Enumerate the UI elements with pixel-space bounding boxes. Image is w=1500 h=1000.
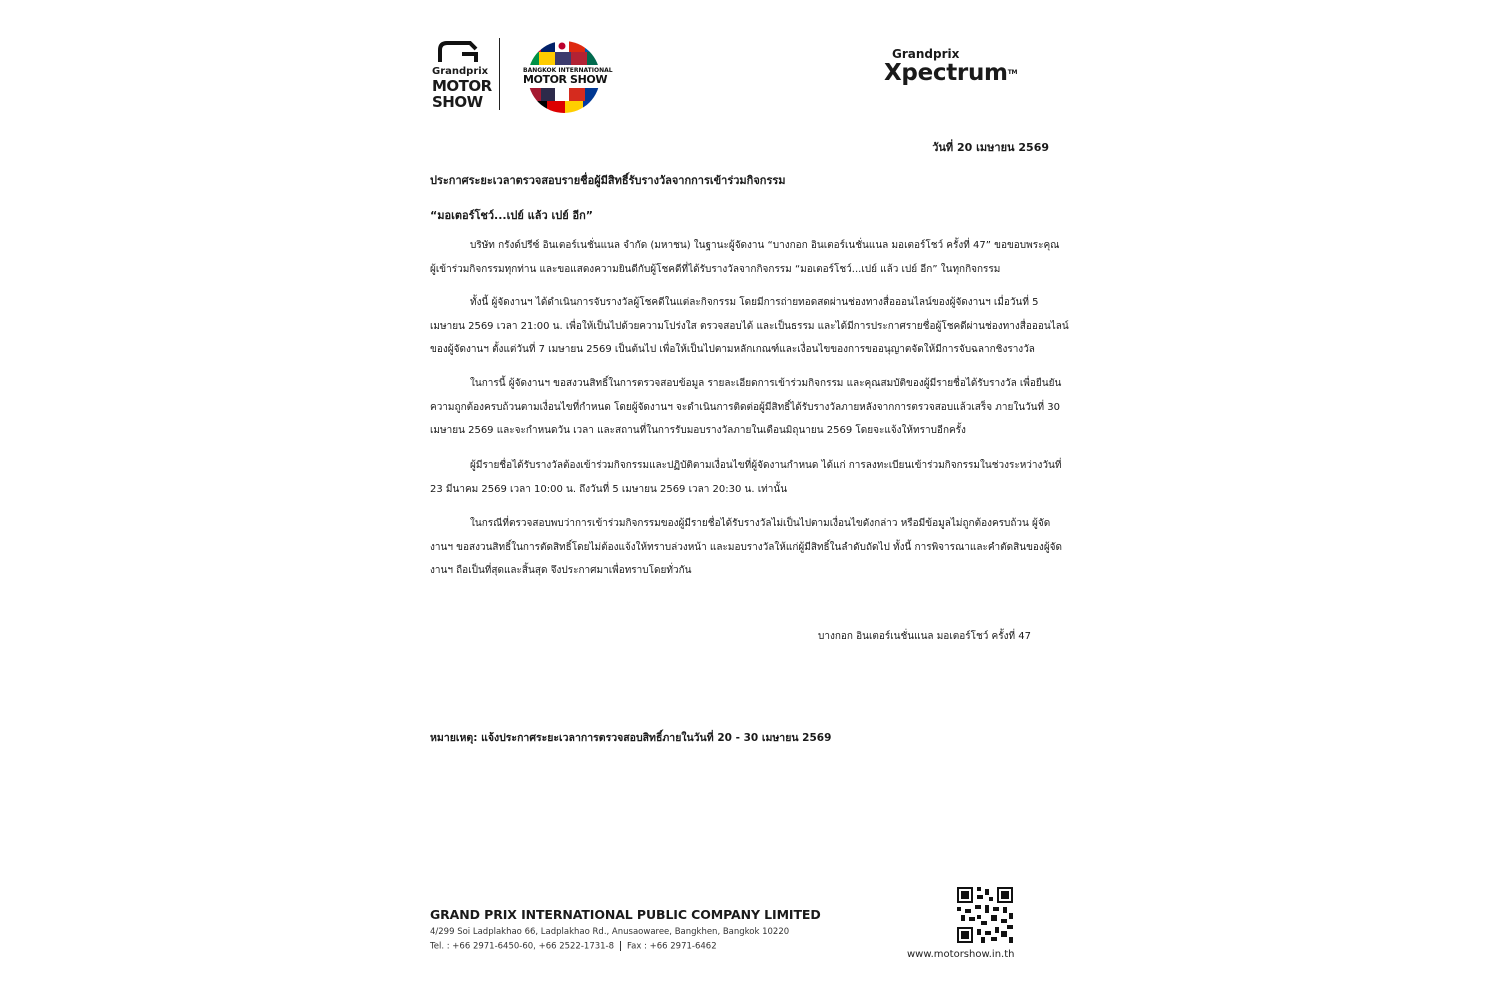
website-url: www.motorshow.in.th <box>907 949 1015 960</box>
paragraph-2 <box>430 291 1070 362</box>
grandprix-motor-show-logo <box>430 40 490 112</box>
paragraph-line: งานฯ ขอสงวนสิทธิ์ในการตัดสิทธิ์โดยไม่ต้องแจ้งให้ทราบล่วงหน้า และมอบรางวัลให้แก่ผู้มีสิทธิ์ในลำดับถัดไป ทั้งนี้ การพิจารณาและคำตัดสินของผู้จัด <box>430 541 1063 553</box>
paragraph-line: เมษายน 2569 และจะกำหนดวัน เวลา และสถานที่ในการรับมอบรางวัลภายในเดือนมิถุนายน 2569 โดยจะแจ้งให้ทราบอีกครั้ง <box>430 425 966 436</box>
paragraph-line: ในกรณีที่ตรวจสอบพบว่าการเข้าร่วมกิจกรรมของผู้มีรายชื่อได้รับรางวัลไม่เป็นไปตามเงื่อนไขดังกล่าว หรือมีข้อมูลไม่ถูกต้องครบถ้วน ผู้จัด <box>470 518 1051 529</box>
company-name: GRAND PRIX INTERNATIONAL PUBLIC COMPANY LIMITED <box>430 907 821 922</box>
grandprix-xpectrum-logo <box>882 48 1022 92</box>
qr-code-icon <box>957 887 1013 943</box>
logo-xpectrum-small-text: Grandprix <box>892 47 960 61</box>
logo-show-text: SHOW <box>432 93 483 111</box>
paragraph-line: งานฯ ถือเป็นที่สุดและสิ้นสุด จึงประกาศมาเพื่อทราบโดยทั่วกัน <box>430 565 692 576</box>
paragraph-1 <box>430 234 1070 281</box>
logo-xpectrum-text: Xpectrum™ <box>884 60 1018 86</box>
logo-divider <box>499 38 500 110</box>
paragraph-line: 23 มีนาคม 2569 เวลา 10:00 น. ถึงวันที่ 5 เมษายน 2569 เวลา 20:30 น. เท่านั้น <box>430 483 788 495</box>
letter-remark: หมายเหตุ: แจ้งประกาศระยะเวลาการตรวจสอบสิทธิ์ภายในวันที่ 20 - 30 เมษายน 2569 <box>430 732 832 744</box>
paragraph-line: บริษัท กรังด์ปรีซ์ อินเตอร์เนชั่นแนล จำกัด (มหาชน) ในฐานะผู้จัดงาน “บางกอก อินเตอร์เนชั่นแนล มอเตอร์โชว์ ครั้งที่ 47” ขอขอบพระคุณ <box>470 240 1060 251</box>
paragraph-line: ความถูกต้องครบถ้วนตามเงื่อนไขที่กำหนด โดยผู้จัดงานฯ จะดำเนินการติดต่อผู้มีสิทธิ์ได้รับรางวัลภายหลังจากการตรวจสอบแล้วเสร็จ ภายในวันที่ 30 <box>430 401 1061 413</box>
paragraph-line: ในการนี้ ผู้จัดงานฯ ขอสงวนสิทธิ์ในการตรวจสอบข้อมูล รายละเอียดการเข้าร่วมกิจกรรม และคุณสมบัติของผู้มีรายชื่อได้รับรางวัล เพื่อยืนยัน <box>470 378 1062 389</box>
paragraph-line: ทั้งนี้ ผู้จัดงานฯ ได้ดำเนินการจับรางวัลผู้โชคดีในแต่ละกิจกรรม โดยมีการถ่ายทอดสดผ่านช่องทางสื่อออนไลน์ของผู้จัดงานฯ เมื่อวันที่ 5 <box>470 297 1039 308</box>
company-address: 4/299 Soi Ladplakhao 66, Ladplakhao Rd., Anusaowaree, Bangkhen, Bangkok 10220 <box>430 927 790 937</box>
paragraph-3 <box>430 372 1070 443</box>
paragraph-4 <box>430 454 1070 501</box>
logo-motor-show-text: MOTOR SHOW <box>523 73 608 86</box>
letter-signature: บางกอก อินเตอร์เนชั่นแนล มอเตอร์โชว์ ครั้งที่ 47 <box>817 631 1031 642</box>
paragraph-line: ของผู้จัดงานฯ ตั้งแต่วันที่ 7 เมษายน 2569 เป็นต้นไป เพื่อให้เป็นไปตามหลักเกณฑ์และเงื่อนไขของการขออนุญาตจัดให้มีการจับฉลากชิงรางวัล <box>430 344 1035 355</box>
company-tel: Tel. : +66 2971-6450-60, +66 2522-1731-8 <box>430 941 615 952</box>
letter-date: วันที่ 20 เมษายน 2569 <box>932 141 1049 154</box>
paragraph-line: ผู้มีรายชื่อได้รับรางวัลต้องเข้าร่วมกิจกรรมและปฏิบัติตามเงื่อนไขที่ผู้จัดงานกำหนด ได้แก่ การลงทะเบียนเข้าร่วมกิจกรรมในช่วงระหว่างวันที่ <box>470 460 1062 471</box>
paragraph-line: เมษายน 2569 เวลา 21:00 น. เพื่อให้เป็นไปด้วยความโปร่งใส ตรวจสอบได้ และเป็นธรรม และได้มีการประกาศรายชื่อผู้โชคดีผ่านช่องทางสื่อออนไลน์ <box>430 320 1069 332</box>
g-mark-icon <box>436 40 478 64</box>
company-fax: Fax : +66 2971-6462 <box>627 941 717 952</box>
letter-subject: ประกาศระยะเวลาตรวจสอบรายชื่อผู้มีสิทธิ์รับรางวัลจากการเข้าร่วมกิจกรรม <box>430 174 786 187</box>
logo-bangkok-international-text: BANGKOK INTERNATIONAL <box>523 67 613 74</box>
company-contact <box>430 941 717 952</box>
contact-separator <box>620 941 621 951</box>
logo-grandprix-text: Grandprix <box>432 66 489 77</box>
logo-motor-text: MOTOR <box>432 77 492 95</box>
paragraph-line: ผู้เข้าร่วมกิจกรรมทุกท่าน และขอแสดงความยินดีกับผู้โชคดีที่ได้รับรางวัลจากกิจกรรม “มอเตอร์โชว์...เปย์ แล้ว เปย์ อีก” ในทุกกิจกรรม <box>430 263 1001 275</box>
campaign-title: “มอเตอร์โชว์...เปย์ แล้ว เปย์ อีก” <box>430 209 593 222</box>
bangkok-motor-show-logo <box>523 40 613 114</box>
paragraph-5 <box>430 512 1070 583</box>
